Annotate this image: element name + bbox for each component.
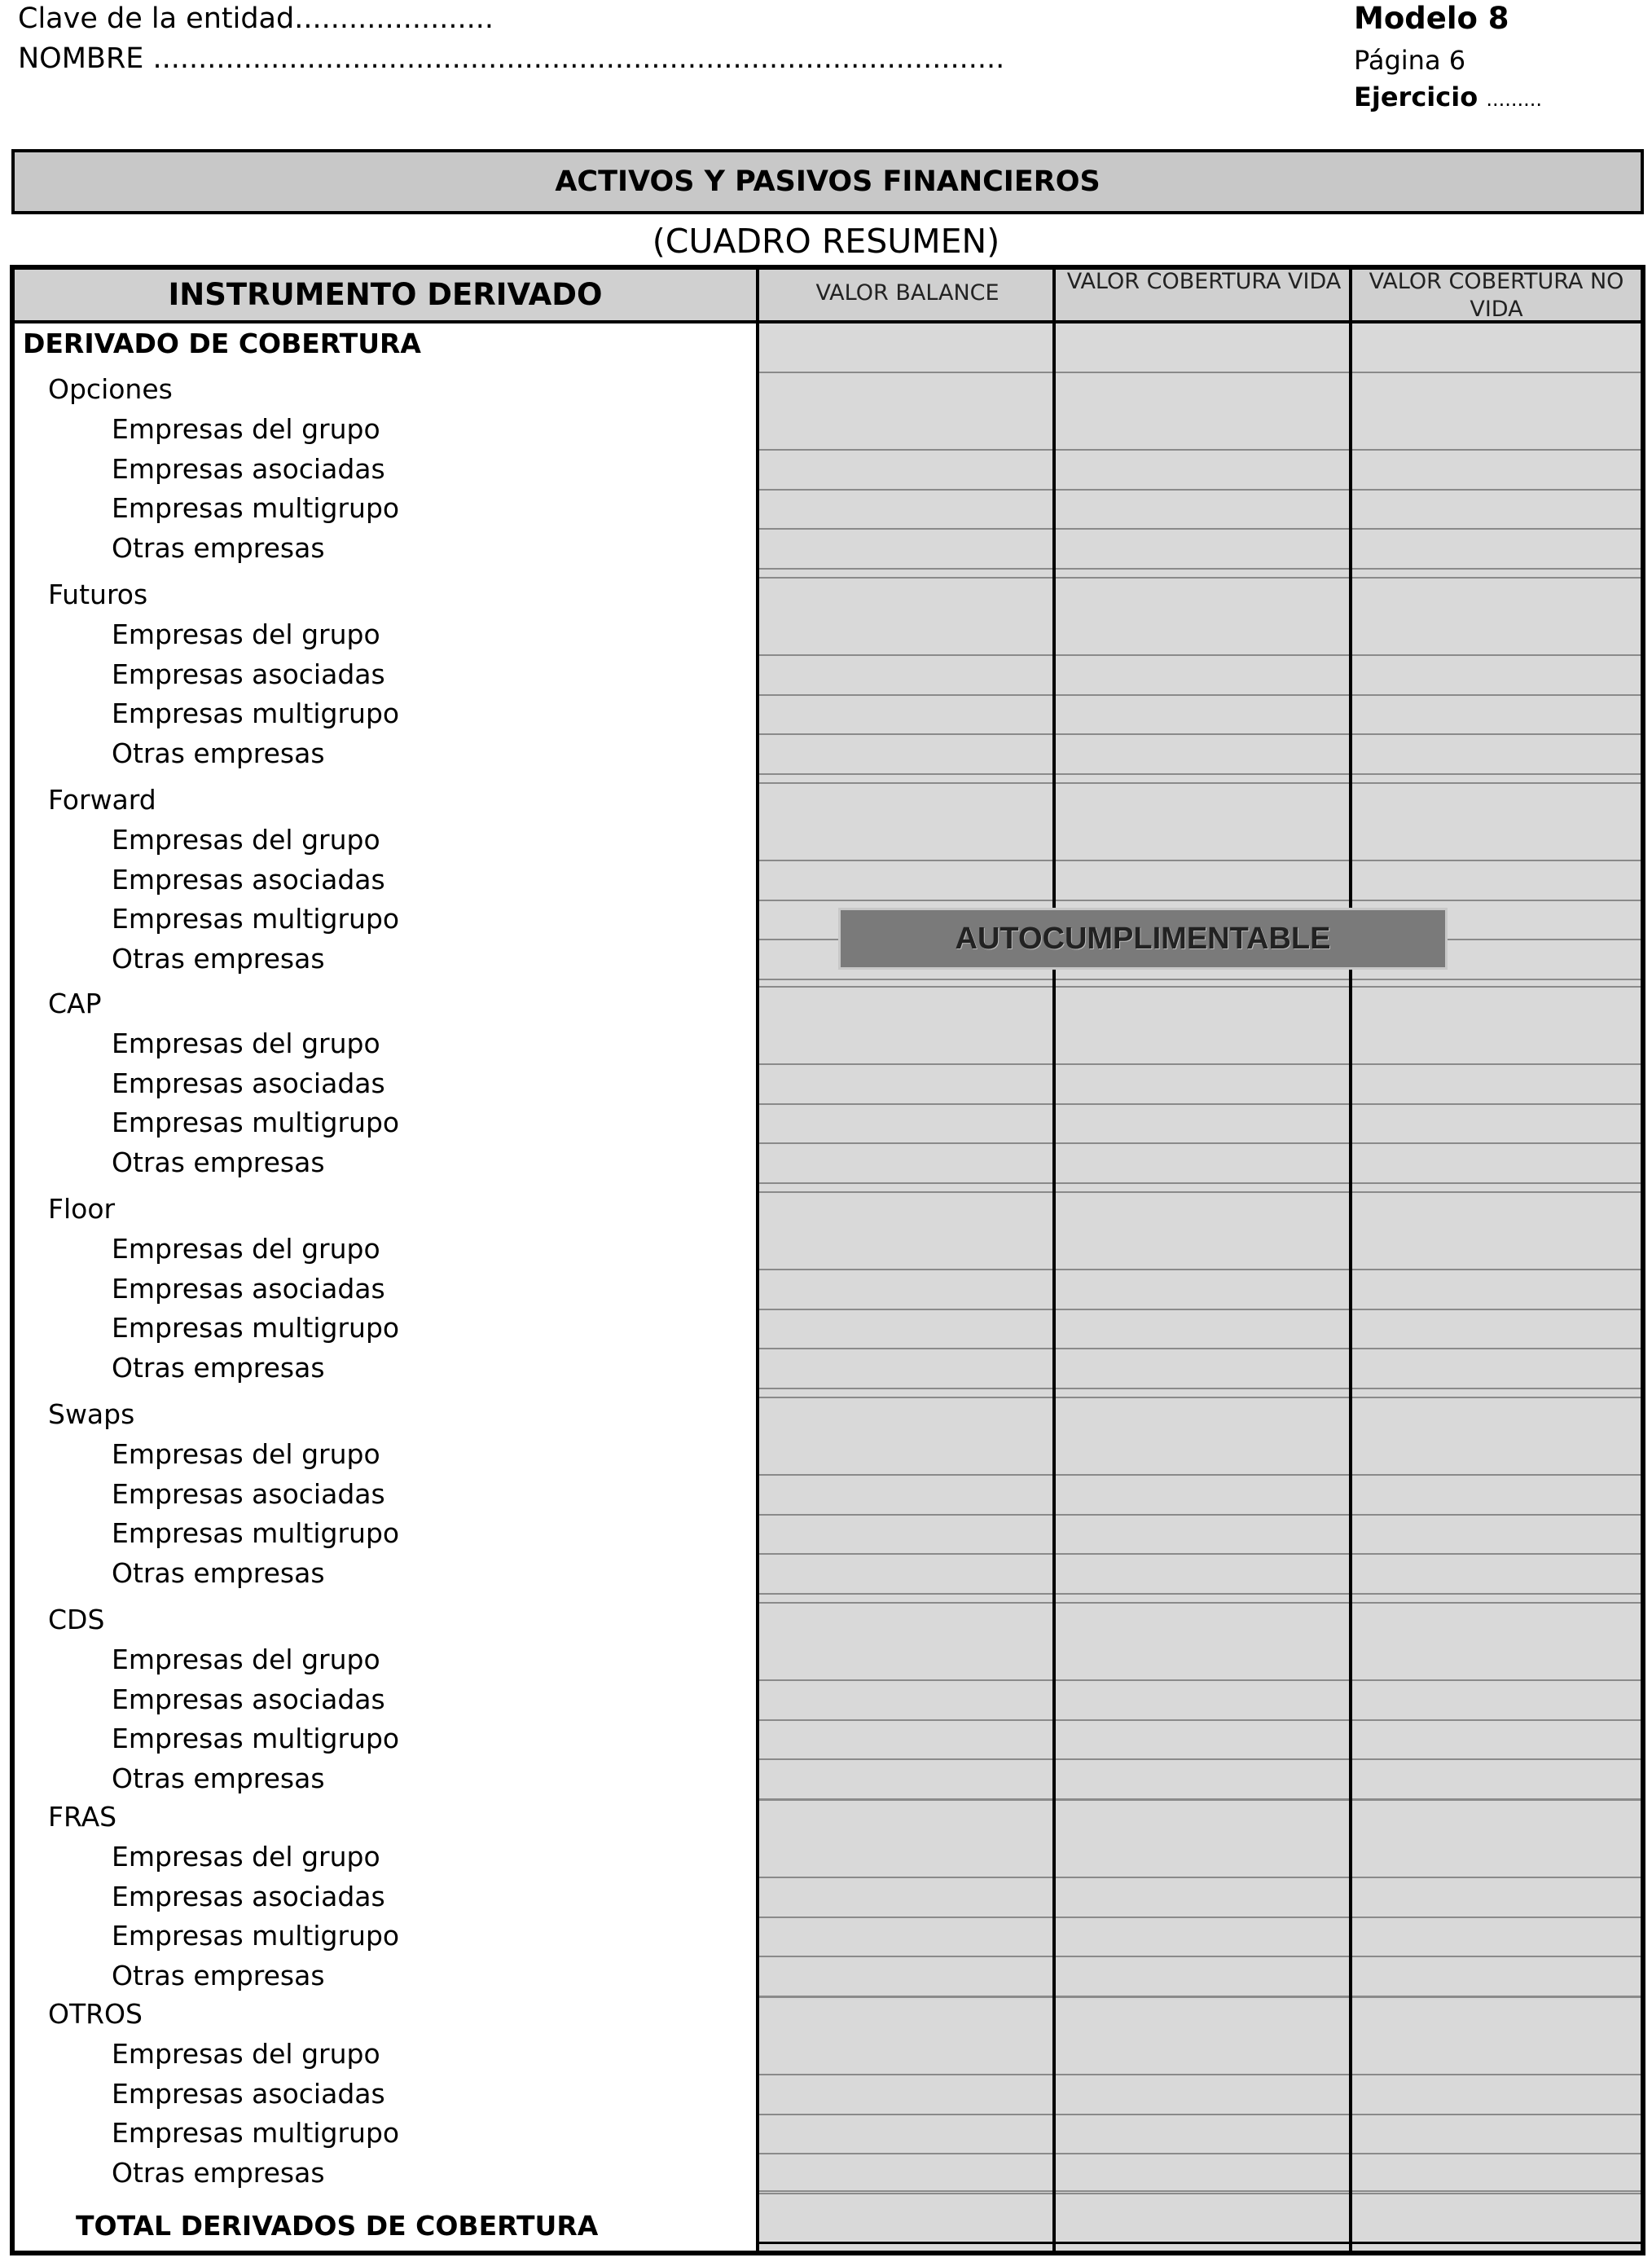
item-floor-1: Empresas del grupo xyxy=(112,1233,380,1265)
item-otros-2: Empresas asociadas xyxy=(112,2077,385,2110)
row-separator xyxy=(759,773,1641,775)
item-cds-4: Otras empresas xyxy=(112,1763,325,1795)
ejercicio-line xyxy=(1354,81,1542,116)
item-opciones-2: Empresas asociadas xyxy=(112,452,385,485)
item-fras-2: Empresas asociadas xyxy=(112,1880,385,1912)
row-separator xyxy=(759,1142,1641,1144)
col-header-instrumento: INSTRUMENTO DERIVADO xyxy=(168,277,603,312)
row-separator xyxy=(759,1514,1641,1516)
row-separator xyxy=(759,1191,1641,1193)
item-forward-2: Empresas asociadas xyxy=(112,863,385,896)
item-floor-4: Otras empresas xyxy=(112,1352,325,1384)
row-separator xyxy=(759,1799,1641,1801)
row-separator xyxy=(759,2193,1641,2194)
row-separator xyxy=(759,568,1641,570)
row-separator xyxy=(759,1719,1641,1721)
item-fras-1: Empresas del grupo xyxy=(112,1841,380,1873)
item-swaps-1: Empresas del grupo xyxy=(112,1438,380,1470)
item-futuros-3: Empresas multigrupo xyxy=(112,698,400,730)
row-separator xyxy=(759,1758,1641,1760)
section-derivado-cobertura: DERIVADO DE COBERTURA xyxy=(23,328,421,359)
col-header-valor-no-vida: VALOR COBERTURA NO VIDA xyxy=(1369,269,1624,322)
item-opciones-3: Empresas multigrupo xyxy=(112,492,400,525)
table-header-row xyxy=(15,270,1641,323)
ejercicio-label: Ejercicio xyxy=(1354,81,1478,112)
row-separator xyxy=(759,449,1641,451)
item-floor-3: Empresas multigrupo xyxy=(112,1312,400,1344)
item-floor-2: Empresas asociadas xyxy=(112,1272,385,1305)
row-separator xyxy=(759,1602,1641,1604)
row-separator xyxy=(759,1388,1641,1389)
item-futuros-1: Empresas del grupo xyxy=(112,618,380,650)
row-separator xyxy=(759,528,1641,530)
row-separator xyxy=(759,1269,1641,1270)
item-forward-1: Empresas del grupo xyxy=(112,824,380,856)
item-fras-3: Empresas multigrupo xyxy=(112,1920,400,1952)
group-fras: FRAS xyxy=(48,1801,117,1833)
group-opciones: Opciones xyxy=(48,373,173,405)
item-swaps-3: Empresas multigrupo xyxy=(112,1517,400,1550)
row-separator xyxy=(759,1103,1641,1105)
col-valor-balance xyxy=(759,323,1056,2251)
derivatives-table xyxy=(10,265,1645,2255)
item-cap-2: Empresas asociadas xyxy=(112,1067,385,1099)
section-subtitle: (CUADRO RESUMEN) xyxy=(652,222,1000,261)
autocumplimentable-button[interactable]: AUTOCUMPLIMENTABLE xyxy=(838,908,1448,970)
row-separator xyxy=(759,1474,1641,1476)
item-opciones-1: Empresas del grupo xyxy=(112,413,380,445)
group-cds: CDS xyxy=(48,1604,105,1635)
ejercicio-dots: ......... xyxy=(1486,88,1543,111)
row-separator xyxy=(759,733,1641,735)
group-swaps: Swaps xyxy=(48,1398,135,1430)
row-separator xyxy=(759,1593,1641,1595)
item-forward-4: Otras empresas xyxy=(112,943,325,975)
row-separator xyxy=(759,1182,1641,1184)
row-separator xyxy=(759,860,1641,861)
row-separator xyxy=(759,1917,1641,1918)
total-row-line xyxy=(759,2242,1641,2244)
item-otros-1: Empresas del grupo xyxy=(112,2038,380,2070)
item-opciones-4: Otras empresas xyxy=(112,532,325,565)
row-separator xyxy=(759,1679,1641,1681)
item-fras-4: Otras empresas xyxy=(112,1960,325,1992)
modelo-label: Modelo 8 xyxy=(1354,1,1509,36)
row-separator xyxy=(759,1956,1641,1957)
row-separator xyxy=(759,577,1641,579)
item-cap-4: Otras empresas xyxy=(112,1146,325,1179)
row-separator xyxy=(759,694,1641,696)
item-otros-4: Otras empresas xyxy=(112,2157,325,2189)
row-separator xyxy=(759,1877,1641,1878)
col-valor-vida xyxy=(1056,323,1352,2251)
col-valor-no-vida xyxy=(1352,323,1641,2251)
section-title: ACTIVOS Y PASIVOS FINANCIEROS xyxy=(11,149,1644,214)
nombre-field: NOMBRE .............................................................................................. xyxy=(18,42,1005,75)
row-separator xyxy=(759,900,1641,901)
divider-2 xyxy=(1052,270,1056,2251)
row-separator xyxy=(759,2114,1641,2115)
row-separator xyxy=(759,2153,1641,2154)
col-header-valor-balance: VALOR BALANCE xyxy=(815,280,1000,306)
total-derivados-cobertura: TOTAL DERIVADOS DE COBERTURA xyxy=(76,2210,599,2242)
divider-1 xyxy=(756,270,759,2251)
row-separator xyxy=(759,782,1641,784)
row-separator xyxy=(759,979,1641,980)
group-forward: Forward xyxy=(48,784,156,816)
row-separator xyxy=(759,1309,1641,1310)
row-separator xyxy=(759,1063,1641,1065)
group-futuros: Futuros xyxy=(48,579,148,610)
item-futuros-4: Otras empresas xyxy=(112,737,325,770)
row-separator xyxy=(759,2074,1641,2075)
item-futuros-2: Empresas asociadas xyxy=(112,658,385,690)
divider-3 xyxy=(1349,270,1352,2251)
pagina-label: Página 6 xyxy=(1354,45,1466,76)
item-swaps-4: Otras empresas xyxy=(112,1557,325,1590)
row-separator xyxy=(759,986,1641,988)
row-separator xyxy=(759,1553,1641,1555)
row-separator xyxy=(759,2190,1641,2192)
row-separator xyxy=(759,372,1641,373)
item-cds-2: Empresas asociadas xyxy=(112,1683,385,1715)
item-cds-3: Empresas multigrupo xyxy=(112,1723,400,1755)
row-separator xyxy=(759,654,1641,656)
row-separator xyxy=(759,489,1641,491)
group-floor: Floor xyxy=(48,1193,116,1225)
item-swaps-2: Empresas asociadas xyxy=(112,1477,385,1510)
col-header-valor-vida: VALOR COBERTURA VIDA xyxy=(1066,269,1342,294)
row-separator xyxy=(759,1397,1641,1398)
item-otros-3: Empresas multigrupo xyxy=(112,2117,400,2150)
item-cds-1: Empresas del grupo xyxy=(112,1644,380,1675)
row-separator xyxy=(759,1348,1641,1349)
row-separator xyxy=(759,1996,1641,1998)
group-otros: OTROS xyxy=(48,1998,143,2030)
group-cap: CAP xyxy=(48,988,102,1019)
item-cap-3: Empresas multigrupo xyxy=(112,1107,400,1139)
item-cap-1: Empresas del grupo xyxy=(112,1028,380,1059)
item-forward-3: Empresas multigrupo xyxy=(112,903,400,935)
clave-entidad: Clave de la entidad...................... xyxy=(18,2,494,35)
